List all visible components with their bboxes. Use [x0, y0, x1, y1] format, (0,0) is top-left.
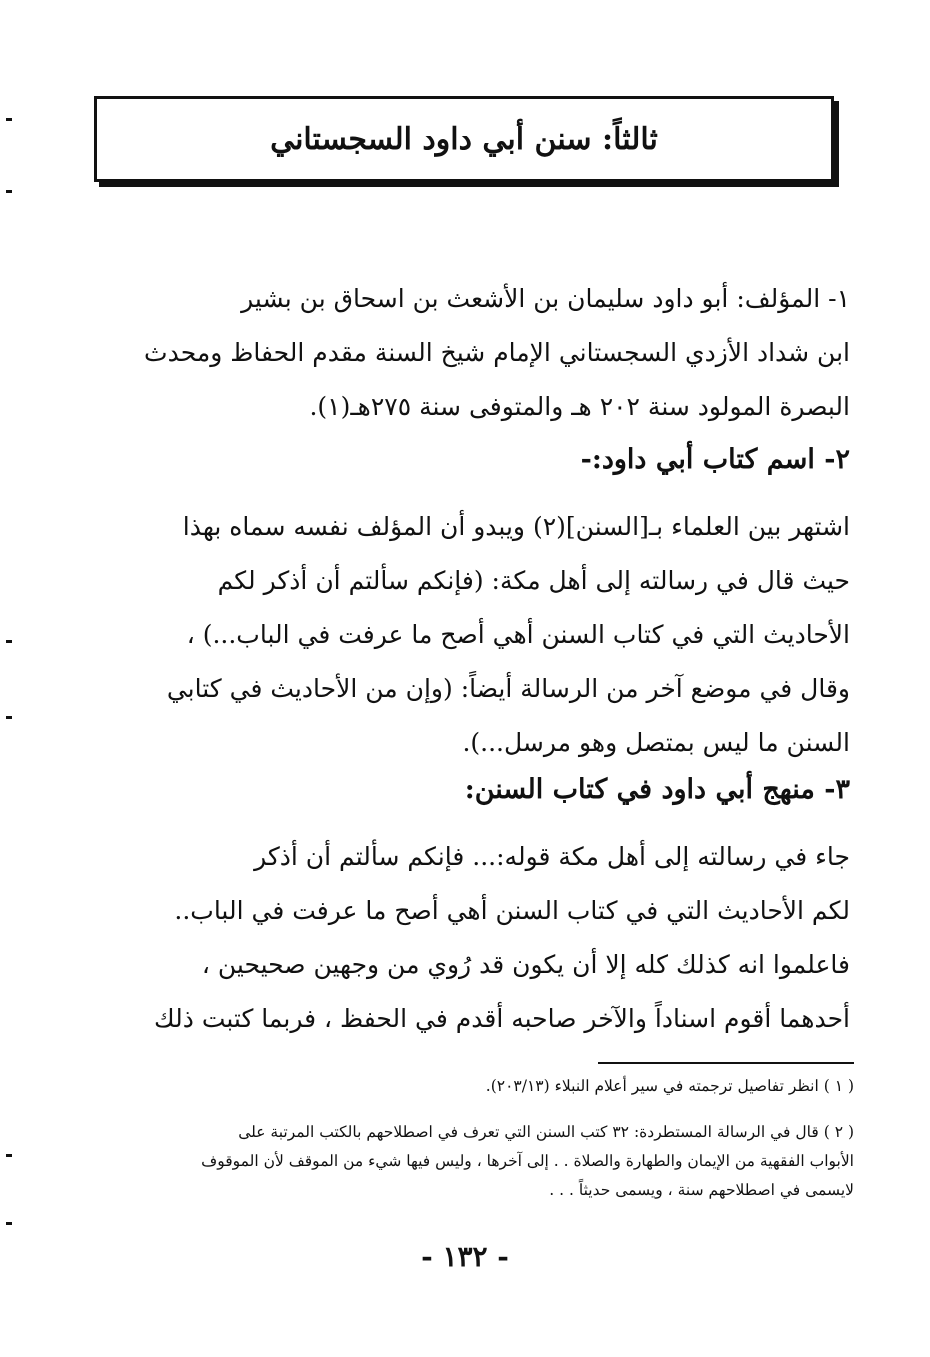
text-line: السنن ما ليس بمتصل وهو مرسل...). [462, 728, 850, 757]
title-frame [94, 96, 834, 182]
scan-speck [6, 640, 12, 643]
text-line: اشتهر بين العلماء بـ[السنن](٢) ويبدو أن المؤلف نفسه سماه بهذا [182, 512, 850, 541]
author-paragraph [122, 272, 850, 434]
text-line: لكم الأحاديث التي في كتاب السنن أهي أصح ما عرفت في الباب.. [174, 896, 850, 925]
footnote-line: الأبواب الفقهية من الإيمان والطهارة والصلاة . . إلى آخرها ، وليس فيها شيء من الموقف لأن الموقوف [201, 1152, 854, 1170]
text-line: الأحاديث التي في كتاب السنن أهي أصح ما عرفت في الباب...) ، [186, 620, 850, 649]
scan-speck [6, 1154, 12, 1157]
text-line: فاعلموا انه كذلك كله إلا أن يكون قد رُوي من وجهين صحيحين ، [201, 950, 850, 979]
text-line: ابن شداد الأزدي السجستاني الإمام شيخ السنة مقدم الحفاظ ومحدث [144, 338, 850, 367]
page-number: - ١٣٢ - [421, 1240, 509, 1273]
text-line: البصرة المولود سنة ٢٠٢ هـ والمتوفى سنة ٢٧٥هـ(١). [309, 392, 850, 421]
text-line: ١- المؤلف: أبو داود سليمان بن الأشعث بن اسحاق بن بشير [241, 284, 850, 313]
footnote-1 [110, 1072, 854, 1101]
scan-speck [6, 190, 12, 193]
page-title: ثالثاً: سنن أبي داود السجستاني [270, 121, 658, 157]
text-line: أحدهما أقوم اسناداً والآخر صاحبه أقدم في الحفظ ، فربما كتبت ذلك [154, 1004, 850, 1033]
text-line: وقال في موضع آخر من الرسالة أيضاً: (وإن من الأحاديث في كتابي [166, 674, 850, 703]
scan-speck [6, 1222, 12, 1225]
footnote-line: ( ٢ ) قال في الرسالة المستطردة: ٣٢ كتب السنن التي تعرف في اصطلاحهم بالكتب المرتبة على [238, 1123, 854, 1141]
method-paragraph [122, 830, 850, 1046]
text-line: جاء في رسالته إلى أهل مكة قوله:... فإنكم سألتم أن أذكر [254, 842, 850, 871]
scan-speck [6, 118, 12, 121]
text-line: حيث قال في رسالته إلى أهل مكة: (فإنكم سألتم أن أذكر لكم [217, 566, 850, 595]
section-heading-book-name: ٢- اسم كتاب أبي داود:- [580, 444, 850, 475]
book-name-paragraph [122, 500, 850, 770]
footnote-divider [598, 1062, 854, 1064]
scan-speck [6, 716, 12, 719]
footnote-2 [110, 1118, 854, 1205]
footnote-line: ( ١ ) انظر تفاصيل ترجمته في سير أعلام النبلاء (٢٠٣/١٣). [485, 1077, 854, 1095]
footnote-line: لايسمى في اصطلاحهم سنة ، ويسمى حديثاً . . . [549, 1181, 854, 1199]
section-heading-method: ٣- منهج أبي داود في كتاب السنن: [464, 774, 850, 805]
